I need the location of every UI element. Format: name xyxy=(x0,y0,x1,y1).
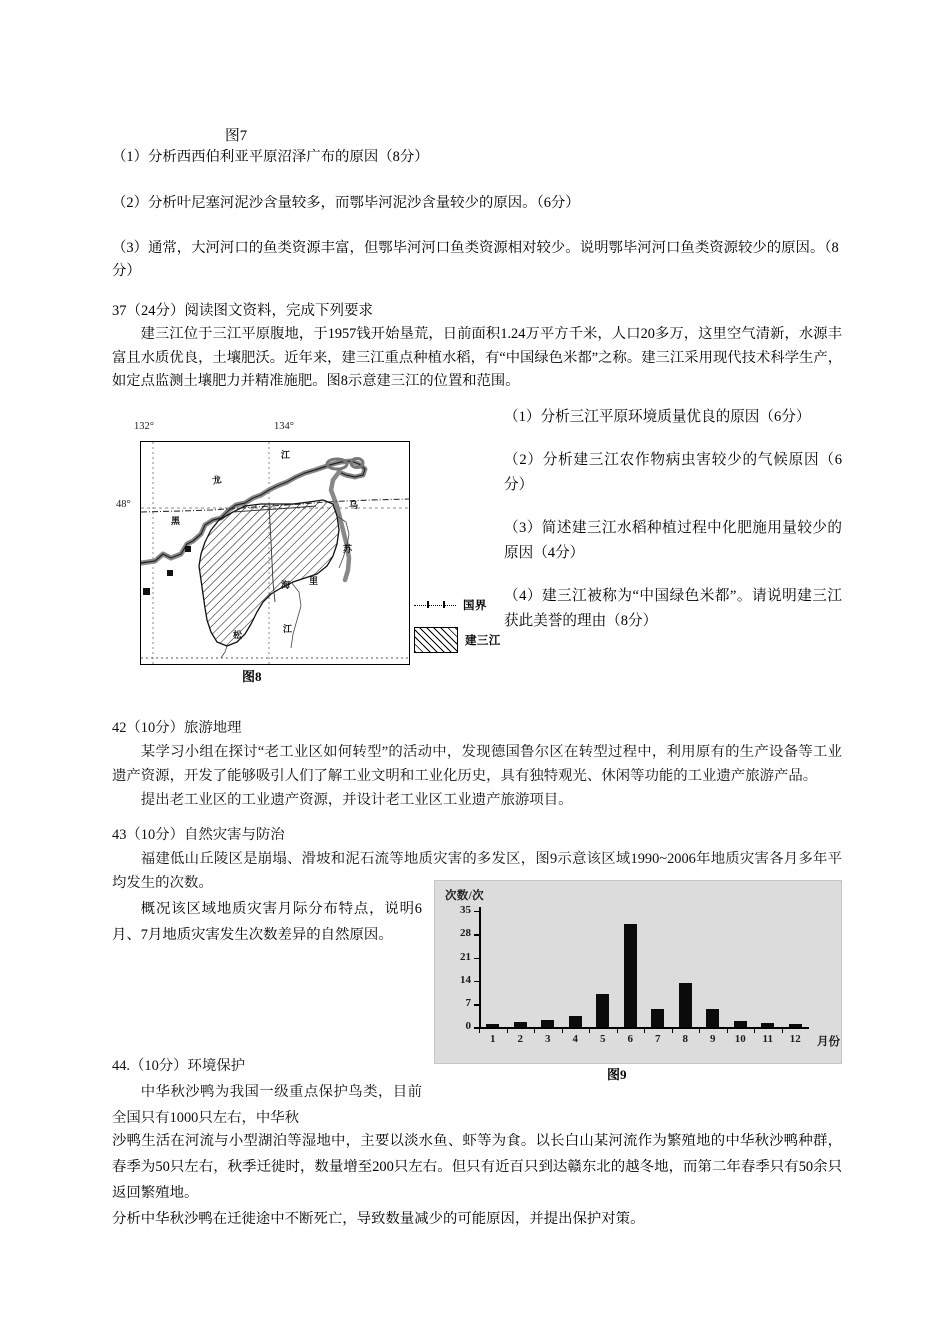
q37-figure-and-subquestions xyxy=(112,405,842,705)
chart-y-tick-mark xyxy=(474,1004,479,1005)
chart-y-tick-mark xyxy=(474,911,479,912)
chart-bar xyxy=(679,983,692,1028)
chart-x-tick-mark xyxy=(782,1029,783,1033)
svg-text:里: 里 xyxy=(309,576,319,586)
chart-bar xyxy=(514,1022,527,1027)
chart-bar xyxy=(706,1009,719,1027)
chart-x-axis-title: 月份 xyxy=(817,1036,840,1048)
chart-x-tick-label: 12 xyxy=(789,1033,801,1045)
q44-heading: 44.（10分）环境保护 xyxy=(112,1058,246,1074)
figure9-chart xyxy=(434,880,842,1064)
q43-heading: 43（10分）自然灾害与防治 xyxy=(112,827,285,843)
chart-plot-area xyxy=(460,904,809,1045)
chart-x-tick-mark xyxy=(644,1029,645,1033)
chart-x-tick-label: 9 xyxy=(710,1033,716,1045)
chart-y-tick-mark xyxy=(474,934,479,935)
svg-text:江: 江 xyxy=(281,450,291,460)
chart-y-tick-label: 7 xyxy=(465,997,471,1010)
q44-passage-continued xyxy=(112,1128,842,1232)
chart-bar xyxy=(541,1020,554,1027)
chart-bar xyxy=(651,1009,664,1027)
q44-passage-part1: 中华秋沙鸭为我国一级重点保护鸟类，目前全国只有1000只左右，中华秋 xyxy=(112,1084,422,1126)
chart-x-tick-mark xyxy=(534,1029,535,1033)
chart-x-tick-label: 10 xyxy=(734,1033,746,1045)
svg-text:松: 松 xyxy=(233,630,243,640)
q37-subquestion-3: （3）简述建三江水稻种植过程中化肥施用量较少的原因（4分） xyxy=(504,520,842,561)
map-frame xyxy=(140,441,410,665)
chart-y-axis-title: 次数/次 xyxy=(445,890,484,902)
chart-y-tick-label: 0 xyxy=(465,1020,471,1033)
chart-x-tick-mark xyxy=(589,1029,590,1033)
spacer xyxy=(112,169,842,191)
chart-x-tick-mark xyxy=(699,1029,700,1033)
q37-heading: 37（24分）阅读图文资料，完成下列要求 xyxy=(112,303,373,319)
chart-x-tick-mark xyxy=(479,1029,480,1033)
chart-y-tick-label: 35 xyxy=(460,904,471,916)
chart-x-tick-label: 7 xyxy=(655,1033,661,1045)
legend-row-border xyxy=(414,597,504,613)
map-drawing xyxy=(141,442,409,664)
q42-passage: 某学习小组在探讨“老工业区如何转型”的活动中，发现德国鲁尔区在转型过程中，利用原有的生产设备等工业遗产资源，开发了能够吸引人们了解工业文明和工业化历史，具有独特观光、休闲等功能的工业遗产旅游产品。 xyxy=(112,744,842,784)
svg-text:苏: 苏 xyxy=(343,544,353,554)
q43-passage: 福建低山丘陵区是崩塌、滑坡和泥石流等地质灾害的多发区，图9示意该区域1990~2006年地质灾害各月多年平均发生的次数。 xyxy=(112,851,842,891)
chart-x-tick-label: 5 xyxy=(600,1033,606,1045)
hatched-area-icon xyxy=(414,627,458,653)
q44-prompt: 分析中华秋沙鸭在迁徙途中不断死亡，导致数量减少的可能原因，并提出保护对策。 xyxy=(112,1211,645,1227)
q44-section xyxy=(112,1053,842,1131)
q37-passage: 建三江位于三江平原腹地，于1957钱开始垦荒，日前面积1.24万平方千米，人口20多万，这里空气清新，水源丰富且水质优良，土壤肥沃。近年来，建三江重点种植水稻，有“中国绿色米都”之称。建三江采用现代技术科学生产，如定点监测土壤肥力并精准施肥。图8示意建三江的位置和范围。 xyxy=(112,326,842,389)
svg-text:海: 海 xyxy=(281,580,291,590)
map-legend xyxy=(414,597,504,667)
q36-item-2: （2）分析叶尼塞河泥沙含量较多，而鄂毕河泥沙含量较少的原因。（6分） xyxy=(112,195,580,211)
chart-x-tick-label: 6 xyxy=(627,1033,633,1045)
q42-heading: 42（10分）旅游地理 xyxy=(112,720,242,736)
legend-label-border: 国界 xyxy=(463,600,487,612)
q43-figure-row xyxy=(112,878,842,1078)
chart-bar xyxy=(596,994,609,1027)
q37-subquestion-1: （1）分析三江平原环境质量优良的原因（6分） xyxy=(504,409,811,425)
q36-item-1: （1）分析西西伯利亚平原沼泽广布的原因（8分） xyxy=(112,149,429,165)
map-longitude-label-132: 132° xyxy=(134,421,154,432)
spacer xyxy=(112,215,842,237)
q37-section xyxy=(112,299,842,394)
figure7-caption: 图7 xyxy=(225,128,248,144)
chart-y-tick-mark xyxy=(474,981,479,982)
chart-y-tick-mark xyxy=(474,958,479,959)
svg-text:黑: 黑 xyxy=(171,516,181,526)
chart-x-tick-label: 11 xyxy=(762,1033,773,1045)
national-border-icon xyxy=(414,600,456,610)
q43-prompt: 概况该区域地质灾害月际分布特点，说明6月、7月地质灾害发生次数差异的自然原因。 xyxy=(112,901,422,943)
chart-x-tick-label: 8 xyxy=(682,1033,688,1045)
q36-subquestions xyxy=(112,145,842,283)
svg-text:江: 江 xyxy=(283,624,293,634)
chart-bar xyxy=(761,1023,774,1027)
chart-x-tick-label: 4 xyxy=(572,1033,578,1045)
map-latitude-label-48: 48° xyxy=(116,499,131,510)
chart-x-tick-mark xyxy=(754,1029,755,1033)
chart-y-tick-label: 14 xyxy=(460,973,471,986)
q44-passage-part2: 沙鸭生活在河流与小型湖泊等湿地中，主要以淡水鱼、虾等为食。以长白山某河流作为繁殖地的中华秋沙鸭种群，春季为50只左右，秋季迁徙时，数量增至200只左右。但只有近百只到达赣东北的越冬地，而第二年春季只有50余只返回繁殖地。 xyxy=(112,1133,842,1201)
svg-text:龙: 龙 xyxy=(211,474,223,486)
chart-x-tick-mark xyxy=(727,1029,728,1033)
q42-prompt: 提出老工业区的工业遗产资源，并设计老工业区工业遗产旅游项目。 xyxy=(140,792,573,808)
chart-bar xyxy=(486,1024,499,1027)
q42-section xyxy=(112,716,842,812)
legend-label-area: 建三江 xyxy=(465,635,501,647)
chart-x-tick-mark xyxy=(617,1029,618,1033)
chart-bar xyxy=(624,924,637,1027)
chart-bar xyxy=(734,1021,747,1028)
chart-x-tick-label: 1 xyxy=(490,1033,496,1045)
figure8-caption: 图8 xyxy=(242,669,262,684)
q37-subquestion-4: （4）建三江被称为“中国绿色米都”。请说明建三江获此美誉的理由（8分） xyxy=(504,588,842,629)
figure8-map xyxy=(114,419,504,709)
chart-x-tick-mark xyxy=(672,1029,673,1033)
legend-row-area xyxy=(414,627,504,653)
chart-x-tick-label: 3 xyxy=(545,1033,551,1045)
chart-y-axis xyxy=(479,907,481,1029)
map-longitude-label-134: 134° xyxy=(274,421,294,432)
chart-bar xyxy=(569,1016,582,1027)
figure9-caption: 图9 xyxy=(607,1067,627,1082)
chart-y-tick-label: 21 xyxy=(460,950,471,963)
q37-subquestion-2: （2）分析建三江农作物病虫害较少的气候原因（6分） xyxy=(504,452,842,493)
chart-x-tick-label: 2 xyxy=(517,1033,523,1045)
q44-column xyxy=(112,1053,422,1131)
svg-text:乌: 乌 xyxy=(349,500,359,510)
chart-y-tick-label: 28 xyxy=(460,927,471,940)
q37-subquestion-list xyxy=(504,405,842,652)
chart-x-tick-mark xyxy=(507,1029,508,1033)
chart-bar xyxy=(789,1024,802,1027)
q36-item-3: （3）通常，大河河口的鱼类资源丰富，但鄂毕河河口鱼类资源相对较少。说明鄂毕河河口鱼类资源较少的原因。（8分） xyxy=(112,240,839,279)
chart-x-tick-mark xyxy=(562,1029,563,1033)
